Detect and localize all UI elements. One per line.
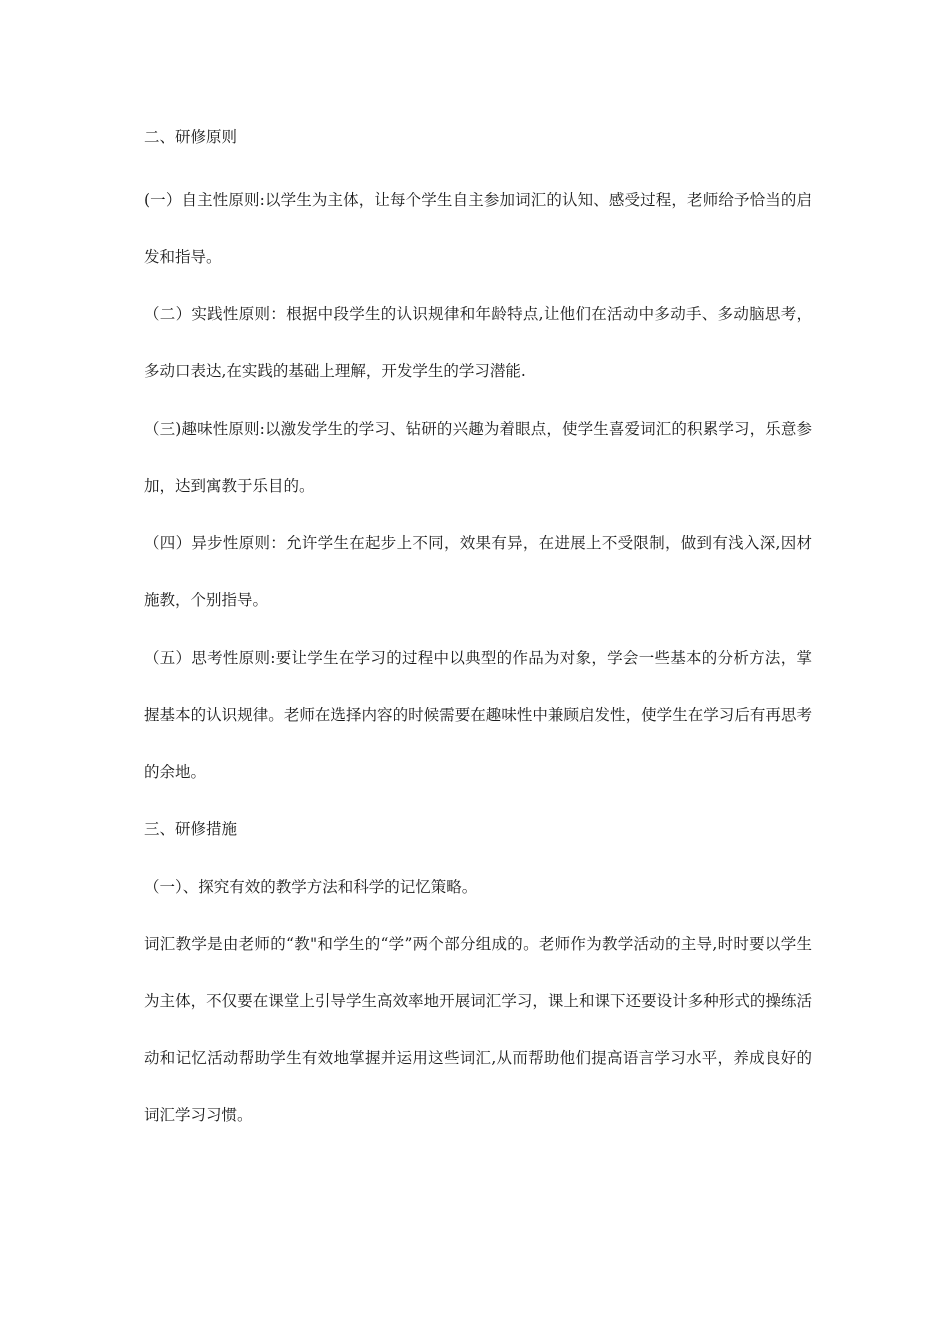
paragraph-autonomy-principle: (一）自主性原则:以学生为主体，让每个学生自主参加词汇的认知、感受过程，老师给予恰当的启发和指导。 xyxy=(144,191,812,266)
paragraph-vocabulary-teaching: 词汇教学是由老师的“教"和学生的“学”两个部分组成的。老师作为教学活动的主导,时时要以学生为主体，不仅要在课堂上引导学生高效率地开展词汇学习，课上和课下还要设计多种形式的操练活动和记忆活动帮助学生有效地掌握并运用这些词汇,从而帮助他们提高语言学习水平，养成良好的词汇学习习惯。 xyxy=(144,935,812,1124)
paragraph-asynchronous-principle: （四）异步性原则：允许学生在起步上不同，效果有异，在进展上不受限制，做到有浅入深,因材施教，个别指导。 xyxy=(144,534,812,609)
paragraph-interest-principle: （三)趣味性原则:以激发学生的学习、钻研的兴趣为着眼点，使学生喜爱词汇的积累学习，乐意参加，达到寓教于乐目的。 xyxy=(144,420,812,495)
section-heading-principles: 二、研修原则 xyxy=(144,128,238,146)
subheading-teaching-methods: （一）、探究有效的教学方法和科学的记忆策略。 xyxy=(144,878,478,896)
section-heading-measures: 三、研修措施 xyxy=(144,820,238,838)
paragraph-thinking-principle: （五）思考性原则:要让学生在学习的过程中以典型的作品为对象，学会一些基本的分析方法，掌握基本的认识规律。老师在选择内容的时候需要在趣味性中兼顾启发性，使学生在学习后有再思考的余地。 xyxy=(144,649,812,781)
paragraph-practice-principle: （二）实践性原则：根据中段学生的认识规律和年龄特点,让他们在活动中多动手、多动脑思考，多动口表达,在实践的基础上理解，开发学生的学习潜能. xyxy=(144,305,812,380)
